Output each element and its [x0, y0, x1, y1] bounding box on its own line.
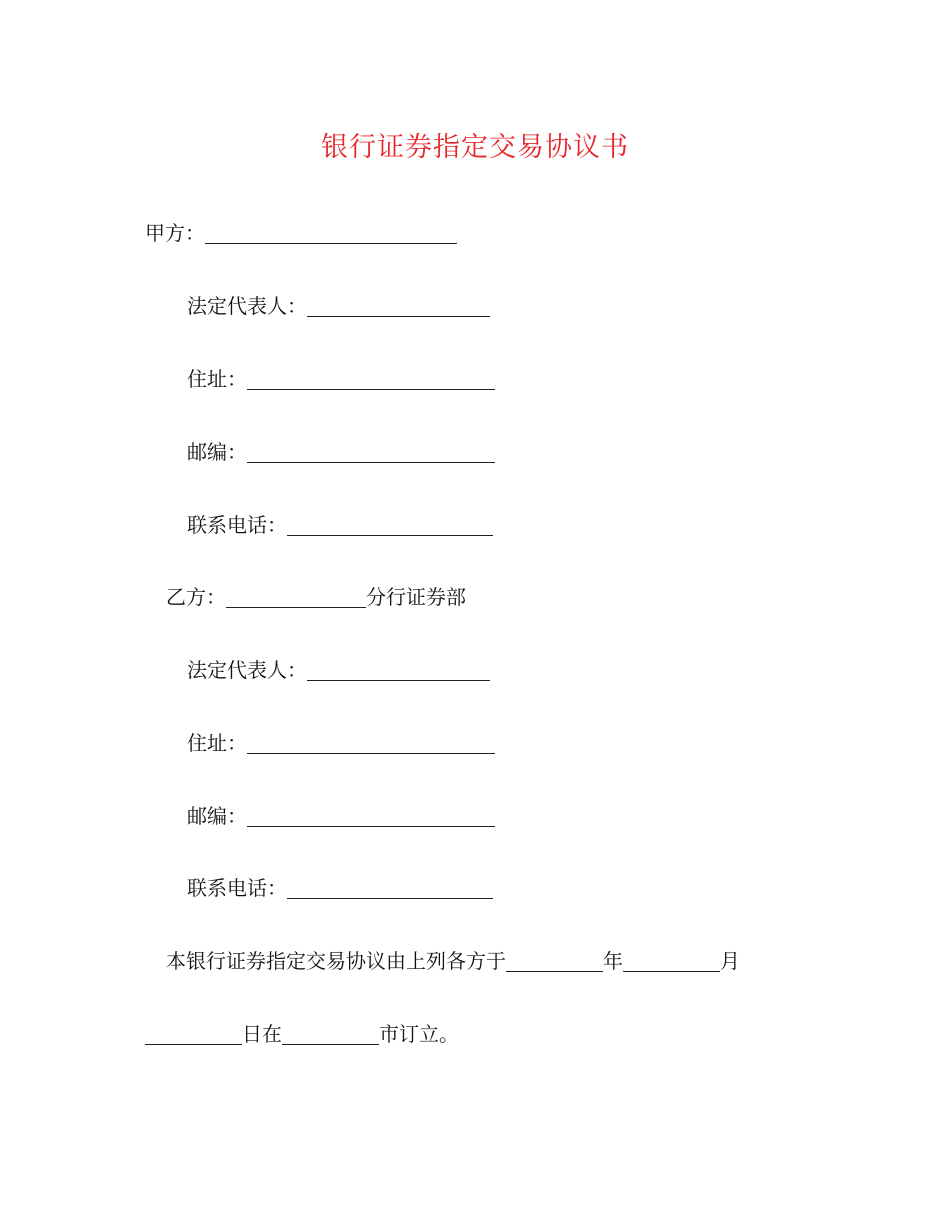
document-title: 银行证券指定交易协议书 [321, 132, 629, 163]
party-b-postcode-blank[interactable] [247, 804, 495, 827]
party-b-rep-label: 法定代表人： [187, 658, 307, 682]
party-b-blank[interactable] [226, 585, 366, 608]
agreement-city-suffix: 市订立。 [379, 1022, 459, 1046]
agreement-city-blank[interactable] [282, 1022, 379, 1045]
party-b-phone-label: 联系电话： [187, 876, 287, 900]
party-a-rep-line [187, 291, 490, 321]
party-a-phone-blank[interactable] [287, 513, 493, 536]
party-b-line [166, 582, 466, 612]
party-b-postcode-label: 邮编： [187, 804, 247, 828]
party-a-label: 甲方： [145, 221, 205, 245]
party-a-phone-label: 联系电话： [187, 513, 287, 537]
party-b-branch-suffix: 分行证券部 [366, 585, 466, 609]
party-a-rep-label: 法定代表人： [187, 294, 307, 318]
party-b-label: 乙方： [166, 585, 226, 609]
party-a-rep-blank[interactable] [307, 294, 490, 317]
agreement-month-label: 月 [720, 949, 740, 973]
party-a-postcode-line [187, 437, 495, 467]
party-a-address-label: 住址： [187, 367, 247, 391]
agreement-line-1 [166, 946, 740, 976]
agreement-day-blank[interactable] [145, 1022, 242, 1045]
party-a-address-line [187, 364, 495, 394]
party-a-postcode-blank[interactable] [247, 440, 495, 463]
agreement-line-2 [145, 1019, 459, 1049]
party-b-phone-line [187, 873, 493, 903]
agreement-year-label: 年 [603, 949, 623, 973]
party-b-rep-blank[interactable] [307, 658, 490, 681]
party-b-postcode-line [187, 801, 495, 831]
agreement-text: 本银行证券指定交易协议由上列各方于 [166, 949, 506, 973]
party-a-phone-line [187, 510, 493, 540]
party-a-line [145, 218, 457, 248]
party-a-postcode-label: 邮编： [187, 440, 247, 464]
party-b-phone-blank[interactable] [287, 876, 493, 899]
agreement-day-label: 日在 [242, 1022, 282, 1046]
party-b-address-blank[interactable] [247, 731, 495, 754]
party-b-address-label: 住址： [187, 731, 247, 755]
party-a-blank[interactable] [205, 221, 457, 244]
party-b-rep-line [187, 655, 490, 685]
party-a-address-blank[interactable] [247, 367, 495, 390]
party-b-address-line [187, 728, 495, 758]
agreement-year-blank[interactable] [506, 949, 603, 972]
agreement-month-blank[interactable] [623, 949, 720, 972]
